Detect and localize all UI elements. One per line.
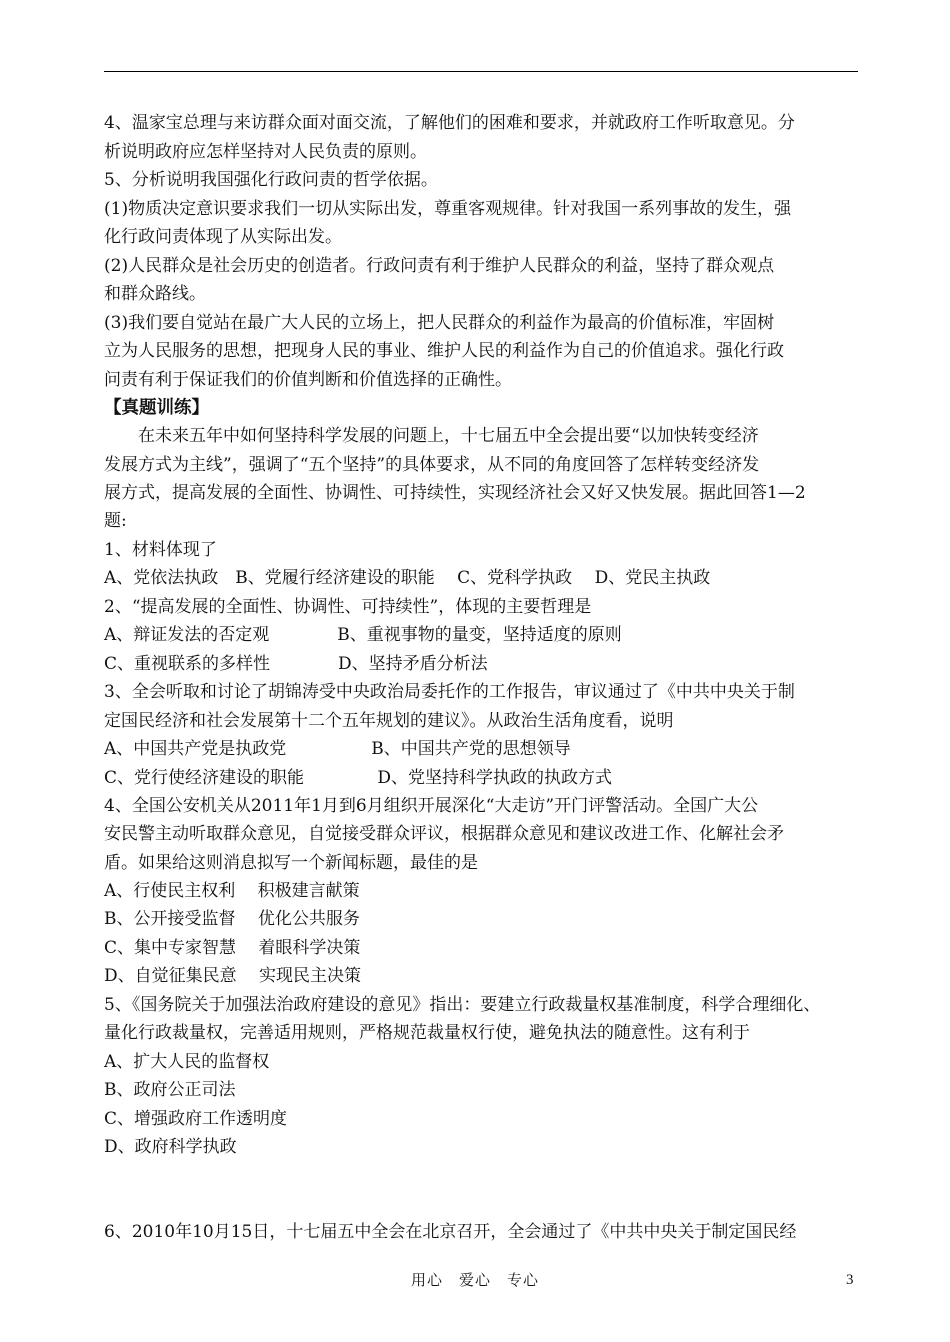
question-4-option-c: C、集中专家智慧 着眼科学决策 bbox=[104, 938, 361, 958]
text-line: 和群众路线。 bbox=[104, 284, 206, 304]
question-2-options-cd: C、重视联系的多样性 D、坚持矛盾分析法 bbox=[104, 654, 488, 674]
text-line: 5、分析说明我国强化行政问责的哲学依据。 bbox=[104, 170, 438, 190]
question-5-option-c: C、增强政府工作透明度 bbox=[104, 1109, 288, 1129]
question-6: 6、2010年10月15日，十七届五中全会在北京召开，全会通过了《中共中央关于制定国民经 bbox=[104, 1222, 797, 1242]
page-footer: 用心 爱心 专心 bbox=[410, 1271, 539, 1289]
question-5-option-d: D、政府科学执政 bbox=[104, 1137, 237, 1157]
text-line: (2)人民群众是社会历史的创造者。行政问责有利于维护人民群众的利益，坚持了群众观点 bbox=[104, 256, 775, 276]
question-4-cont: 安民警主动听取群众意见，自觉接受群众评议，根据群众意见和建议改进工作、化解社会矛 bbox=[104, 824, 784, 844]
text-line: 析说明政府应怎样坚持对人民负责的原则。 bbox=[104, 142, 427, 162]
question-3-options-ab: A、中国共产党是执政党 B、中国共产党的思想领导 bbox=[104, 739, 571, 759]
text-line: 4、温家宝总理与来访群众面对面交流，了解他们的困难和要求，并就政府工作听取意见。分 bbox=[104, 113, 795, 133]
question-4-option-d: D、自觉征集民意 实现民主决策 bbox=[104, 966, 362, 986]
text-line: 发展方式为主线”，强调了“五个坚持”的具体要求，从不同的角度回答了怎样转变经济发 bbox=[104, 455, 760, 475]
question-5-option-b: B、政府公正司法 bbox=[104, 1080, 236, 1100]
text-line: 问责有利于保证我们的价值判断和价值选择的正确性。 bbox=[104, 370, 512, 390]
text-line: 立为人民服务的思想，把现身人民的事业、维护人民的利益作为自己的价值追求。强化行政 bbox=[104, 341, 784, 361]
text-line: (1)物质决定意识要求我们一切从实际出发，尊重客观规律。针对我国一系列事故的发生，强 bbox=[104, 199, 792, 219]
question-4-cont: 盾。如果给这则消息拟写一个新闻标题，最佳的是 bbox=[104, 853, 478, 873]
question-5: 5、《国务院关于加强法治政府建设的意见》指出：要建立行政裁量权基准制度，科学合理细化、 bbox=[104, 995, 821, 1015]
question-3-options-cd: C、党行使经济建设的职能 D、党坚持科学执政的执政方式 bbox=[104, 768, 613, 788]
question-5-option-a: A、扩大人民的监督权 bbox=[104, 1052, 270, 1072]
text-line: 在未来五年中如何坚持科学发展的问题上，十七届五中全会提出要“以加快转变经济 bbox=[104, 426, 759, 446]
question-3-cont: 定国民经济和社会发展第十二个五年规划的建议》。从政治生活角度看，说明 bbox=[104, 711, 674, 731]
text-line: 题: bbox=[104, 511, 127, 531]
question-2-options-ab: A、辩证发法的否定观 B、重视事物的量变，坚持适度的原则 bbox=[104, 625, 622, 645]
question-1: 1、材料体现了 bbox=[104, 540, 217, 560]
question-4-option-a: A、行使民主权利 积极建言献策 bbox=[104, 881, 360, 901]
header-rule bbox=[104, 71, 858, 72]
text-line: 展方式，提高发展的全面性、协调性、可持续性，实现经济社会又好又快发展。据此回答1—2 bbox=[104, 483, 806, 503]
question-4-option-b: B、公开接受监督 优化公共服务 bbox=[104, 909, 360, 929]
text-line: 化行政问责体现了从实际出发。 bbox=[104, 227, 342, 247]
question-2: 2、“提高发展的全面性、协调性、可持续性”，体现的主要哲理是 bbox=[104, 597, 592, 617]
section-heading: 【真题训练】 bbox=[104, 398, 209, 418]
question-1-options: A、党依法执政 B、党履行经济建设的职能 C、党科学执政 D、党民主执政 bbox=[104, 568, 711, 588]
page-number: 3 bbox=[846, 1272, 854, 1288]
question-4: 4、全国公安机关从2011年1月到6月组织开展深化“大走访”开门评警活动。全国广大公 bbox=[104, 796, 759, 816]
question-3: 3、全会听取和讨论了胡锦涛受中央政治局委托作的工作报告，审议通过了《中共中央关于制 bbox=[104, 682, 795, 702]
text-line: (3)我们要自觉站在最广大人民的立场上，把人民群众的利益作为最高的价值标准，牢固树 bbox=[104, 313, 775, 333]
question-5-cont: 量化行政裁量权，完善适用规则，严格规范裁量权行使，避免执法的随意性。这有利于 bbox=[104, 1023, 750, 1043]
